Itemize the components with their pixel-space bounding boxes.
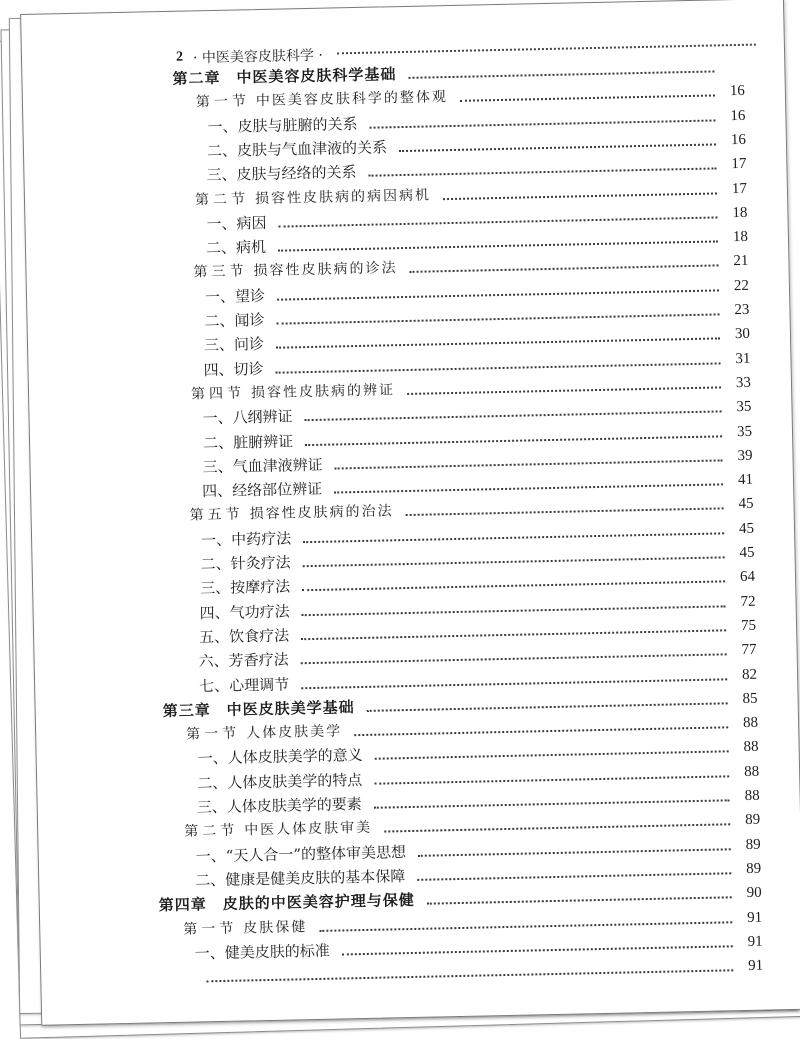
toc-entry-label xyxy=(204,334,264,355)
toc-leader-dots xyxy=(303,532,724,543)
toc-entry-title: 三、皮肤与经络的关系 xyxy=(206,163,356,184)
toc-entry-title: 中医人体皮肤审美 xyxy=(244,820,372,839)
toc-entry-label xyxy=(196,842,407,866)
toc-entry-label xyxy=(196,87,448,112)
toc-leader-dots xyxy=(301,629,726,640)
toc-page-number: 18 xyxy=(727,203,747,223)
toc-page-number: 82 xyxy=(737,664,757,684)
toc-entry-title: 第四章 皮肤的中医美容护理与保健 xyxy=(159,891,415,914)
toc-leader-dots xyxy=(305,411,722,422)
toc-entry-label xyxy=(202,455,322,478)
toc-entry-label xyxy=(197,794,362,817)
toc-page-number: 45 xyxy=(733,494,753,514)
toc-page-number: 16 xyxy=(725,81,745,101)
toc-leader-dots xyxy=(427,896,732,904)
header-title: · 中医美容皮肤科学 · xyxy=(193,45,323,68)
toc-entry-title: 三、问诊 xyxy=(204,335,264,354)
toc-page-number: 21 xyxy=(728,251,748,271)
toc-leader-dots xyxy=(276,362,721,373)
toc-section-number: 第二节 xyxy=(195,191,249,208)
toc-entry-label xyxy=(193,259,397,283)
toc-entry-title: 四、切诊 xyxy=(203,360,263,379)
toc-page-number: 91 xyxy=(742,931,762,951)
toc-entry-title: 二、病机 xyxy=(206,238,266,257)
toc-entry-title: 三、人体皮肤美学的要素 xyxy=(197,795,362,816)
table-of-contents xyxy=(21,0,800,1025)
toc-entry-title: 二、脏腑辨证 xyxy=(203,432,293,452)
toc-leader-dots xyxy=(375,751,729,760)
toc-page-number: 88 xyxy=(738,713,758,733)
toc-entry-label xyxy=(159,890,415,915)
toc-section-number: 第四节 xyxy=(191,385,245,402)
toc-entry-label xyxy=(201,528,291,550)
toc-entry-label xyxy=(184,818,372,842)
toc-entry-title: 二、皮肤与气血津液的关系 xyxy=(207,138,387,160)
toc-leader-dots xyxy=(443,192,717,200)
toc-entry-title: 损容性皮肤病的治法 xyxy=(249,504,393,523)
toc-entry-label xyxy=(199,625,289,647)
toc-entry-label xyxy=(197,770,362,793)
toc-section-number: 第一节 xyxy=(183,920,237,937)
toc-entry-label xyxy=(195,941,330,964)
toc-leader-dots xyxy=(335,459,723,469)
toc-page-number: 16 xyxy=(725,105,745,125)
toc-page-number: 75 xyxy=(736,616,756,636)
toc-entry-label xyxy=(206,162,356,185)
toc-leader-dots xyxy=(399,143,716,152)
toc-leader-dots xyxy=(319,921,732,932)
toc-leader-dots xyxy=(276,338,720,349)
toc-entry-label xyxy=(203,431,293,453)
toc-entry-label xyxy=(199,674,289,696)
toc-entry-label xyxy=(200,552,290,574)
toc-leader-dots xyxy=(305,435,722,446)
toc-entry-label xyxy=(198,745,363,768)
toc-page-number: 45 xyxy=(734,518,754,538)
toc-leader-dots xyxy=(342,945,733,955)
toc-entry-label xyxy=(200,577,290,599)
toc-entry-title: 一、皮肤与脏腑的关系 xyxy=(207,115,357,136)
toc-page-number: 30 xyxy=(730,324,750,344)
toc-leader-dots xyxy=(302,605,726,616)
toc-page-number: 88 xyxy=(739,761,759,781)
toc-entry-title: 七、心理调节 xyxy=(199,675,289,695)
toc-page-number: 33 xyxy=(731,373,751,393)
toc-leader-dots xyxy=(301,654,727,665)
toc-entry-label xyxy=(205,286,265,307)
toc-entry-label xyxy=(191,380,395,404)
toc-entry-label xyxy=(207,137,387,161)
toc-leader-dots xyxy=(384,824,730,833)
header-page-number: 2 xyxy=(176,50,183,66)
toc-entry-title: 第二章 中医美容皮肤科学基础 xyxy=(172,65,396,88)
toc-page-number: 22 xyxy=(729,275,749,295)
toc-page-number: 35 xyxy=(731,397,751,417)
toc-entry-title: 一、八纲辨证 xyxy=(202,408,292,428)
toc-leader-dots xyxy=(370,119,716,128)
toc-entry-title: 损容性皮肤病的病因病机 xyxy=(255,187,431,207)
toc-entry-title: 六、芳香疗法 xyxy=(198,651,288,671)
toc-page-number: 88 xyxy=(739,786,759,806)
toc-leader-dots xyxy=(279,216,718,227)
toc-page-number: 89 xyxy=(740,834,760,854)
toc-section-number: 第二节 xyxy=(184,823,238,840)
toc-leader-dots xyxy=(417,872,731,881)
toc-page-number: 72 xyxy=(735,591,755,611)
toc-leader-dots xyxy=(410,265,719,273)
toc-leader-dots xyxy=(303,556,725,567)
toc-entry-title: 四、经络部位辨证 xyxy=(202,480,322,501)
toc-leader-dots xyxy=(409,70,715,78)
toc-leader-dots xyxy=(277,313,720,324)
toc-page-number: 39 xyxy=(732,446,752,466)
toc-entry-label xyxy=(195,185,431,210)
toc-leader-dots xyxy=(278,241,718,252)
toc-entry-title: 四、气功疗法 xyxy=(199,602,289,622)
toc-entry-label xyxy=(199,601,289,623)
toc-leader-dots xyxy=(406,508,724,517)
toc-entry-label xyxy=(207,114,357,137)
toc-page-number: 89 xyxy=(740,810,760,830)
toc-leader-dots xyxy=(206,969,733,982)
toc-entry-title: 一、“天人合一”的整体审美思想 xyxy=(196,843,407,865)
toc-section-number: 第一节 xyxy=(196,94,250,111)
toc-leader-dots xyxy=(301,678,727,689)
toc-page-number: 85 xyxy=(737,689,757,709)
toc-section-number: 第一节 xyxy=(186,726,240,743)
toc-entry-label xyxy=(204,310,264,331)
toc-page-number: 91 xyxy=(742,907,762,927)
toc-entry-label xyxy=(183,917,307,940)
toc-page-number: 41 xyxy=(733,470,753,490)
toc-leader-dots xyxy=(354,726,728,736)
toc-leader-dots xyxy=(302,581,725,592)
toc-entry-label xyxy=(206,213,266,234)
toc-leader-dots xyxy=(277,289,719,300)
toc-page-number: 23 xyxy=(729,300,749,320)
toc-leader-dots xyxy=(418,848,731,857)
toc-entry-title: 三、按摩疗法 xyxy=(200,578,290,598)
toc-leader-dots xyxy=(374,799,730,808)
toc-entry-title: 一、健美皮肤的标准 xyxy=(195,942,330,963)
toc-entry-label xyxy=(202,407,292,429)
toc-entry-title: 二、人体皮肤美学的特点 xyxy=(197,771,362,792)
toc-page-number: 18 xyxy=(728,227,748,247)
toc-entry-label xyxy=(186,722,342,745)
toc-page-number: 77 xyxy=(736,640,756,660)
toc-entry-label xyxy=(203,359,263,380)
toc-entry-title: 皮肤保健 xyxy=(243,919,307,936)
toc-entry-title: 二、针灸疗法 xyxy=(200,553,290,573)
toc-entry-label xyxy=(202,479,322,502)
toc-page-number: 16 xyxy=(726,130,746,150)
toc-entry-label xyxy=(163,697,355,721)
toc-leader-dots xyxy=(460,95,715,102)
toc-page-number: 64 xyxy=(735,567,755,587)
toc-entry-label xyxy=(172,64,396,89)
toc-page-number: 45 xyxy=(734,543,754,563)
toc-entry-title: 第三章 中医皮肤美学基础 xyxy=(163,698,355,720)
toc-section-number: 第三节 xyxy=(193,264,247,281)
toc-entry-title: 损容性皮肤病的辨证 xyxy=(251,382,395,401)
toc-entry-label xyxy=(189,502,393,526)
toc-page-number: 17 xyxy=(726,154,746,174)
toc-entry-title: 一、中药疗法 xyxy=(201,529,291,549)
toc-page xyxy=(20,0,800,1026)
toc-page-number: 90 xyxy=(741,883,761,903)
toc-leader-dots xyxy=(367,702,728,712)
toc-entry-label xyxy=(195,866,405,890)
toc-leader-dots xyxy=(407,386,721,395)
toc-leader-dots xyxy=(374,775,729,784)
toc-leader-dots xyxy=(334,483,723,493)
toc-entry-title: 二、健康是健美皮肤的基本保障 xyxy=(195,867,405,889)
toc-entry-title: 损容性皮肤病的诊法 xyxy=(253,261,397,280)
toc-page-number: 35 xyxy=(732,421,752,441)
toc-entry-title: 一、望诊 xyxy=(205,287,265,306)
toc-entry-title: 五、饮食疗法 xyxy=(199,626,289,646)
toc-entry-label xyxy=(198,650,288,672)
toc-entry-title: 三、气血津液辨证 xyxy=(202,456,322,477)
toc-page-number: 89 xyxy=(741,859,761,879)
toc-entry-title: 中医美容皮肤科学的整体观 xyxy=(256,89,448,109)
toc-entry-title: 一、人体皮肤美学的意义 xyxy=(198,746,363,767)
toc-entry-title: 一、病因 xyxy=(206,214,266,233)
toc-page-number: 88 xyxy=(738,737,758,757)
toc-leader-dots xyxy=(369,168,717,177)
toc-entry-title: 人体皮肤美学 xyxy=(246,724,342,742)
toc-section-number: 第五节 xyxy=(189,507,243,524)
toc-entry-label xyxy=(206,237,266,258)
toc-page-number: 91 xyxy=(743,956,763,976)
toc-page-number: 17 xyxy=(727,178,747,198)
toc-page-number: 31 xyxy=(730,348,750,368)
toc-entry-title: 二、闻诊 xyxy=(204,311,264,330)
